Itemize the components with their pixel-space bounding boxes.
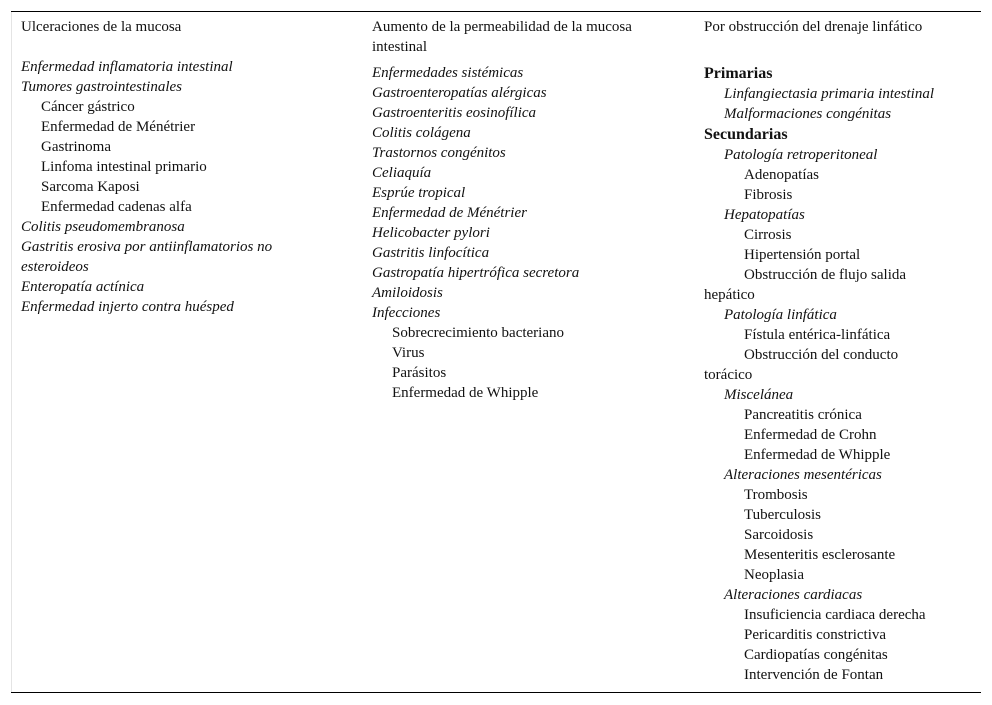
list-item: Trastornos congénitos: [372, 145, 506, 161]
list-item: Sarcoidosis: [744, 527, 814, 543]
list-item: Trombosis: [744, 487, 808, 503]
list-item: Enfermedad injerto contra huésped: [21, 299, 234, 315]
list-item: Pancreatitis crónica: [744, 407, 862, 423]
list-item: Amiloidosis: [372, 285, 443, 301]
list-item: Colitis colágena: [372, 125, 471, 141]
list-item: Neoplasia: [744, 567, 804, 583]
list-item: Tuberculosis: [744, 507, 821, 523]
section-heading: Primarias: [704, 65, 773, 82]
list-item: Miscelánea: [724, 387, 794, 403]
list-item: Alteraciones mesentéricas: [724, 467, 882, 483]
list-item: Cardiopatías congénitas: [744, 647, 888, 663]
list-item: Adenopatías: [744, 167, 819, 183]
list-item-continuation: hepático: [704, 287, 755, 303]
list-item: Gastrinoma: [41, 139, 111, 155]
list-item: Alteraciones cardiacas: [724, 587, 863, 603]
list-item: Enfermedad inflamatoria intestinal: [21, 59, 233, 75]
list-item: Sobrecrecimiento bacteriano: [392, 325, 565, 341]
list-item: Fibrosis: [744, 187, 793, 203]
list-item: Obstrucción de flujo salida: [744, 267, 907, 283]
list-item: Mesenteritis esclerosante: [744, 547, 896, 563]
list-item: Cáncer gástrico: [41, 99, 135, 115]
list-item: Infecciones: [372, 305, 441, 321]
list-item: Enfermedad de Whipple: [392, 385, 539, 401]
list-item: Linfangiectasia primaria intestinal: [724, 86, 935, 102]
list-item: Fístula entérica-linfática: [744, 327, 891, 343]
list-item: Patología retroperitoneal: [724, 147, 878, 163]
list-item: Celiaquía: [372, 165, 432, 181]
section-heading: Secundarias: [704, 126, 788, 143]
list-item: Enfermedades sistémicas: [372, 65, 524, 81]
column-drenaje-linfatico: [704, 17, 974, 685]
list-item: Enfermedad de Ménétrier: [41, 119, 196, 135]
column-header: Ulceraciones de la mucosa: [21, 19, 182, 35]
column-ulceraciones: [21, 17, 361, 317]
list-item: Colitis pseudomembranosa: [21, 219, 185, 235]
list-item: Enfermedad de Whipple: [744, 447, 891, 463]
list-item: Cirrosis: [744, 227, 792, 243]
list-item: Sarcoma Kaposi: [41, 179, 140, 195]
column-header: Aumento de la permeabilidad de la mucosa intestinal: [372, 19, 632, 55]
list-item: Enfermedad cadenas alfa: [41, 199, 192, 215]
list-item: Malformaciones congénitas: [724, 106, 892, 122]
list-item: Obstrucción del conducto: [744, 347, 899, 363]
list-item: Parásitos: [392, 365, 447, 381]
list-item: Tumores gastrointestinales: [21, 79, 182, 95]
list-item: Enteropatía actínica: [21, 279, 145, 295]
column-permeabilidad: [372, 17, 692, 403]
list-item: Patología linfática: [724, 307, 837, 323]
list-item: Enfermedad de Ménétrier: [372, 205, 527, 221]
list-item: Esprúe tropical: [372, 185, 466, 201]
list-item: Intervención de Fontan: [744, 667, 884, 683]
list-item: Gastroenteropatías alérgicas: [372, 85, 547, 101]
list-item: Gastroenteritis eosinofílica: [372, 105, 537, 121]
list-item: Gastritis erosiva por antiinflamatorios no esteroideos: [21, 239, 273, 275]
list-item: Gastropatía hipertrófica secretora: [372, 265, 580, 281]
list-item: Linfoma intestinal primario: [41, 159, 207, 175]
list-item: Helicobacter pylori: [372, 225, 490, 241]
classification-table: [11, 11, 981, 693]
list-item: Gastritis linfocítica: [372, 245, 490, 261]
list-item: Virus: [392, 345, 425, 361]
list-item: Hipertensión portal: [744, 247, 861, 263]
list-item: Insuficiencia cardiaca derecha: [744, 607, 926, 623]
list-item: Hepatopatías: [724, 207, 805, 223]
list-item: Pericarditis constrictiva: [744, 627, 887, 643]
list-item-continuation: torácico: [704, 367, 753, 383]
list-item: Enfermedad de Crohn: [744, 427, 877, 443]
column-header: Por obstrucción del drenaje linfático: [704, 19, 923, 35]
